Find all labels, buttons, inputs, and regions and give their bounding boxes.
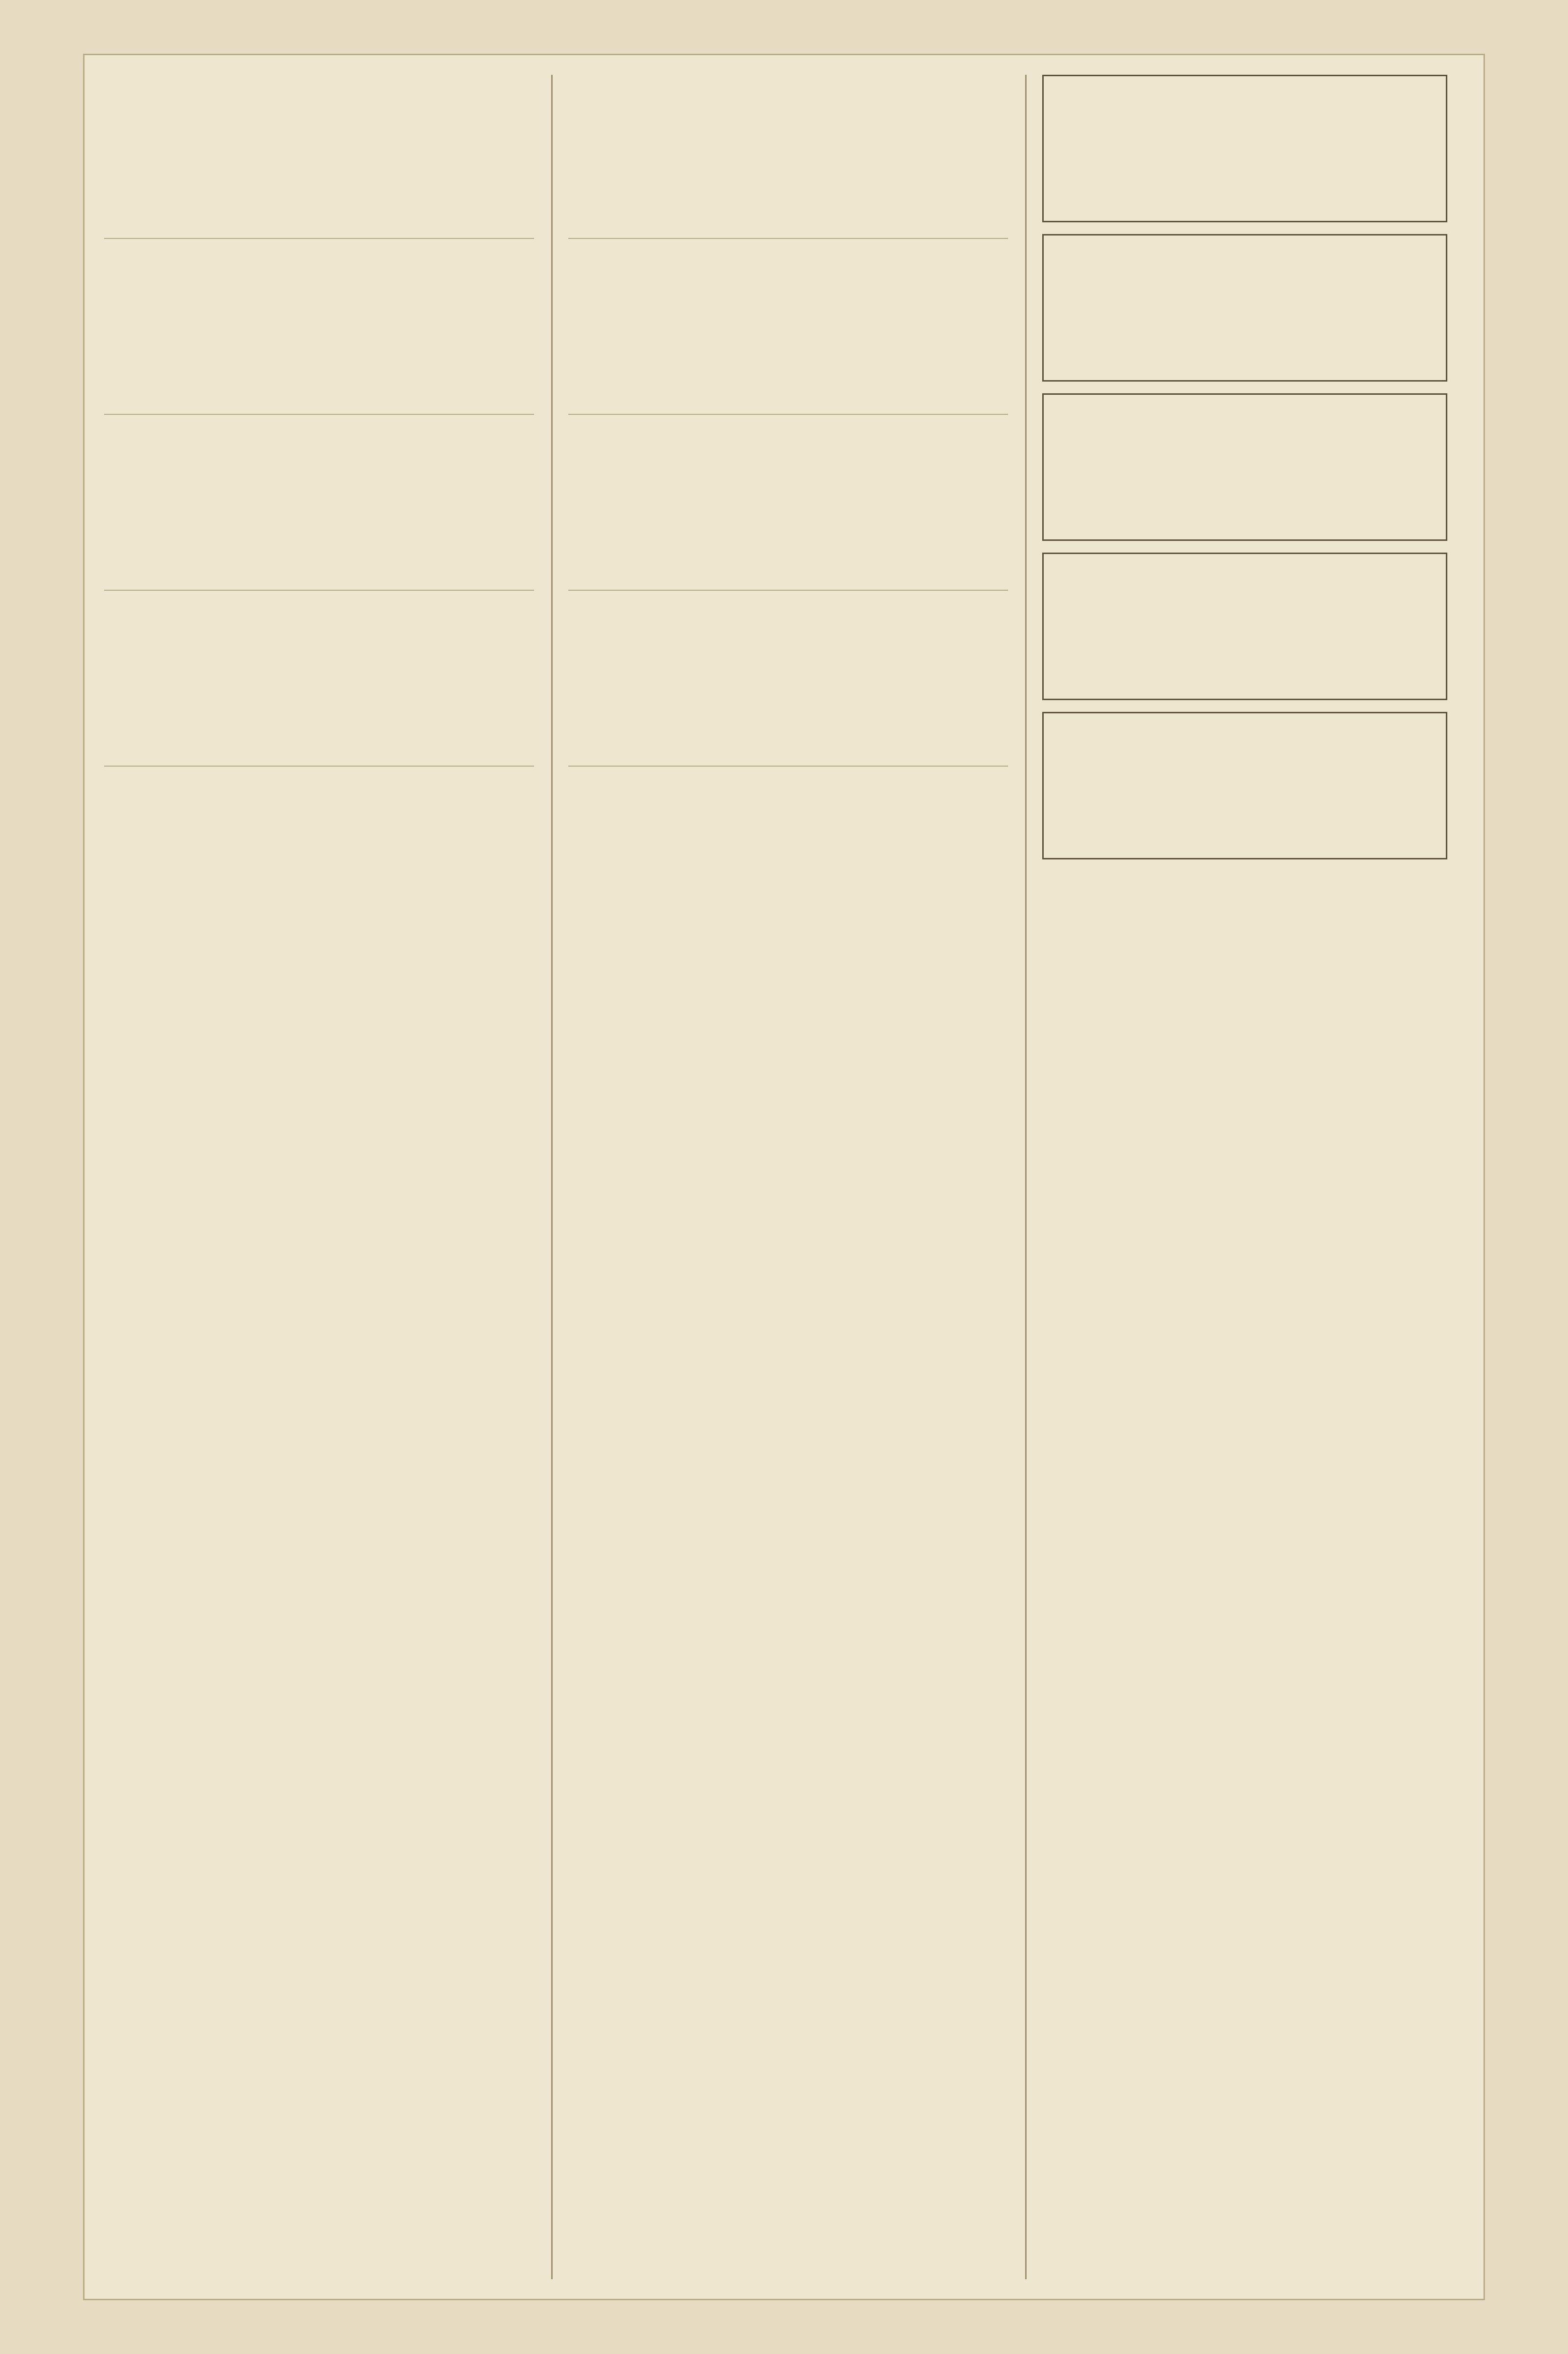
advertisement-heading	[1052, 404, 1437, 443]
column-rule	[1025, 75, 1027, 2279]
article-heading	[568, 427, 1008, 456]
advertisement	[1042, 712, 1447, 859]
article	[568, 427, 1008, 591]
article-heading	[568, 602, 1008, 632]
column-middle	[568, 75, 1008, 2279]
article-text	[104, 112, 534, 229]
article	[104, 427, 534, 591]
article-text	[104, 464, 534, 581]
article-heading	[104, 427, 534, 456]
advertisement	[1042, 553, 1447, 700]
article-heading	[104, 75, 534, 104]
article-text	[568, 464, 1008, 581]
page-frame	[83, 54, 1485, 2300]
advertisement-text	[1052, 124, 1437, 212]
article	[104, 251, 534, 415]
advertisement	[1042, 393, 1447, 541]
advertisement	[1042, 75, 1447, 222]
advertisement-heading	[1052, 85, 1437, 124]
article-heading	[568, 75, 1008, 104]
advertisement-heading	[1052, 563, 1437, 602]
article-text	[568, 640, 1008, 757]
article	[104, 602, 534, 767]
article	[568, 75, 1008, 239]
article-heading	[104, 602, 534, 632]
advertisement-text	[1052, 761, 1437, 849]
article	[104, 75, 534, 239]
article-text	[568, 288, 1008, 405]
advertisement-heading	[1052, 244, 1437, 283]
advertisement-text	[1052, 283, 1437, 371]
advertisement-text	[1052, 443, 1437, 531]
column-left	[104, 75, 534, 2279]
advertisement	[1042, 234, 1447, 382]
column-rule	[551, 75, 553, 2279]
article-text	[568, 112, 1008, 229]
column-ads	[1042, 75, 1447, 2279]
article-heading	[568, 251, 1008, 280]
article-text	[104, 288, 534, 405]
article-text	[104, 640, 534, 757]
advertisement-text	[1052, 602, 1437, 690]
advertisement-heading	[1052, 722, 1437, 761]
article	[568, 251, 1008, 415]
article	[568, 602, 1008, 767]
article-heading	[104, 251, 534, 280]
